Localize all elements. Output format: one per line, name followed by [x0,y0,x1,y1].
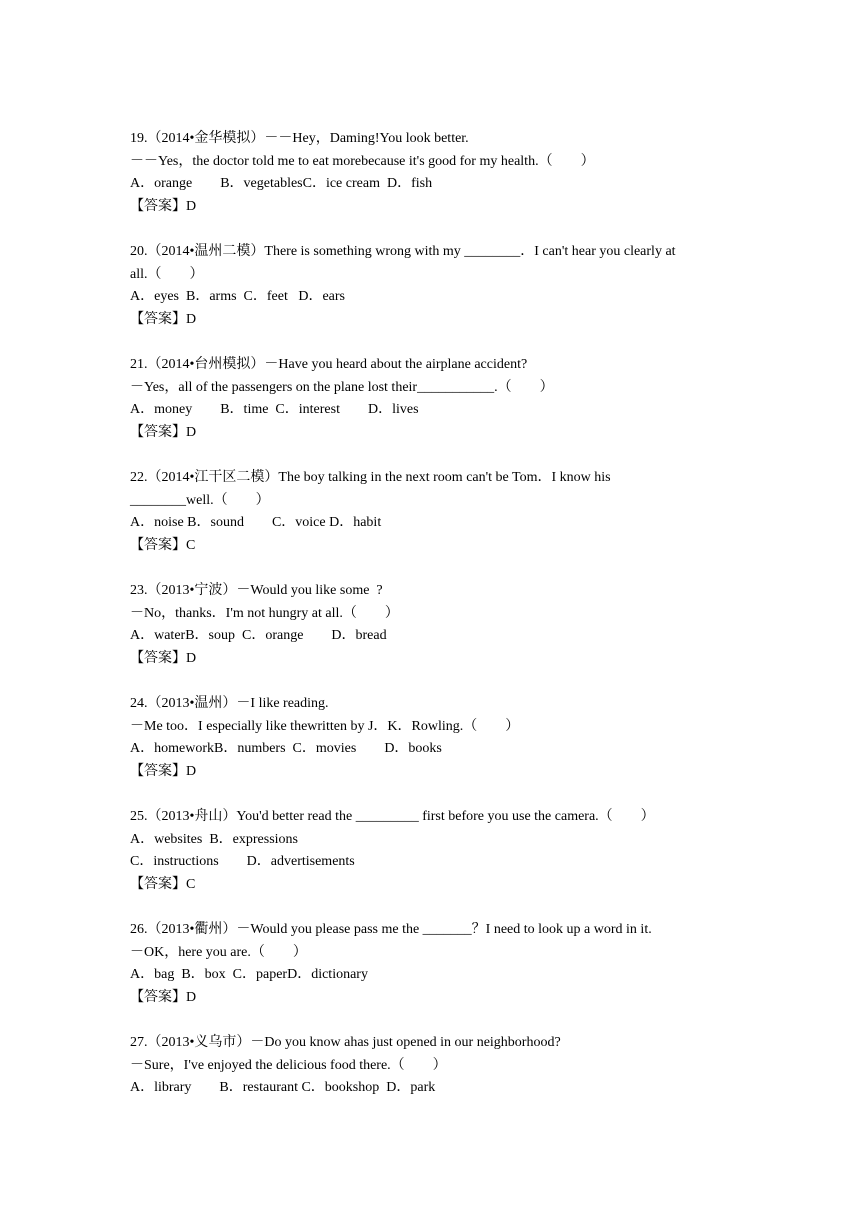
question-stem-line: －Yes，all of the passengers on the plane lost their___________.（ ） [130,379,554,395]
question-stem-line: －－Yes，the doctor told me to eat morebecause it's good for my health.（ ） [130,153,595,169]
question-25 [130,806,740,896]
answer-key: 【答案】D [130,650,197,666]
question-stem-line: －No，thanks．I'm not hungry at all.（ ） [130,605,399,621]
question-27 [130,1032,740,1100]
question-stem-line: －Sure，I've enjoyed the delicious food there.（ ） [130,1057,447,1073]
question-stem-line: 26.（2013•衢州）－Would you please pass me the _______？I need to look up a word in it. [130,922,652,937]
question-stem-line: all.（ ） [130,266,204,282]
question-19 [130,128,740,218]
question-stem-line: －Me too．I especially like thewritten by J．K．Rowling.（ ） [130,718,520,734]
answer-options: A．orange B．vegetablesC．ice cream D．fish [130,176,433,191]
question-stem-line: 19.（2014•金华模拟）－－Hey，Daming!You look better. [130,131,469,146]
answer-key: 【答案】C [130,537,196,553]
question-24 [130,693,740,783]
answer-key: 【答案】D [130,424,197,440]
question-stem-line: 27.（2013•义乌市）－Do you know ahas just opened in our neighborhood? [130,1035,561,1050]
answer-key: 【答案】D [130,198,197,214]
answer-options: A．money B．time C．interest D．lives [130,402,419,417]
question-stem-line: 22.（2014•江干区二模）The boy talking in the next room can't be Tom．I know his [130,470,611,485]
answer-options: C．instructions D．advertisements [130,854,355,869]
answer-options: A．waterB．soup C．orange D．bread [130,628,387,643]
answer-options: A．bag B．box C．paperD．dictionary [130,967,368,982]
answer-options: A．noise B．sound C．voice D．habit [130,515,382,530]
answer-key: 【答案】D [130,763,197,779]
question-20 [130,241,740,331]
exam-page [130,128,740,1123]
question-23 [130,580,740,670]
question-stem-line: 25.（2013•舟山）You'd better read the _________ first before you use the camera.（ ） [130,809,655,824]
question-stem-line: 23.（2013•宁波）－Would you like some ? [130,583,383,598]
question-stem-line: －OK，here you are.（ ） [130,944,307,960]
answer-key: 【答案】D [130,989,197,1005]
answer-key: 【答案】D [130,311,197,327]
question-stem-line: ________well.（ ） [130,492,270,508]
answer-options: A．eyes B．arms C．feet D．ears [130,289,346,304]
question-22 [130,467,740,557]
question-stem-line: 21.（2014•台州模拟）－Have you heard about the airplane accident? [130,357,528,372]
answer-options: A．websites B．expressions [130,831,298,847]
question-stem-line: 24.（2013•温州）－I like reading. [130,696,329,711]
answer-options: A．homeworkB．numbers C．movies D．books [130,741,442,756]
answer-key: 【答案】C [130,876,196,892]
question-stem-line: 20.（2014•温州二模）There is something wrong with my ________．I can't hear you clearly at [130,244,676,259]
answer-options: A．library B．restaurant C．bookshop D．park [130,1080,436,1095]
question-21 [130,354,740,444]
question-26 [130,919,740,1009]
